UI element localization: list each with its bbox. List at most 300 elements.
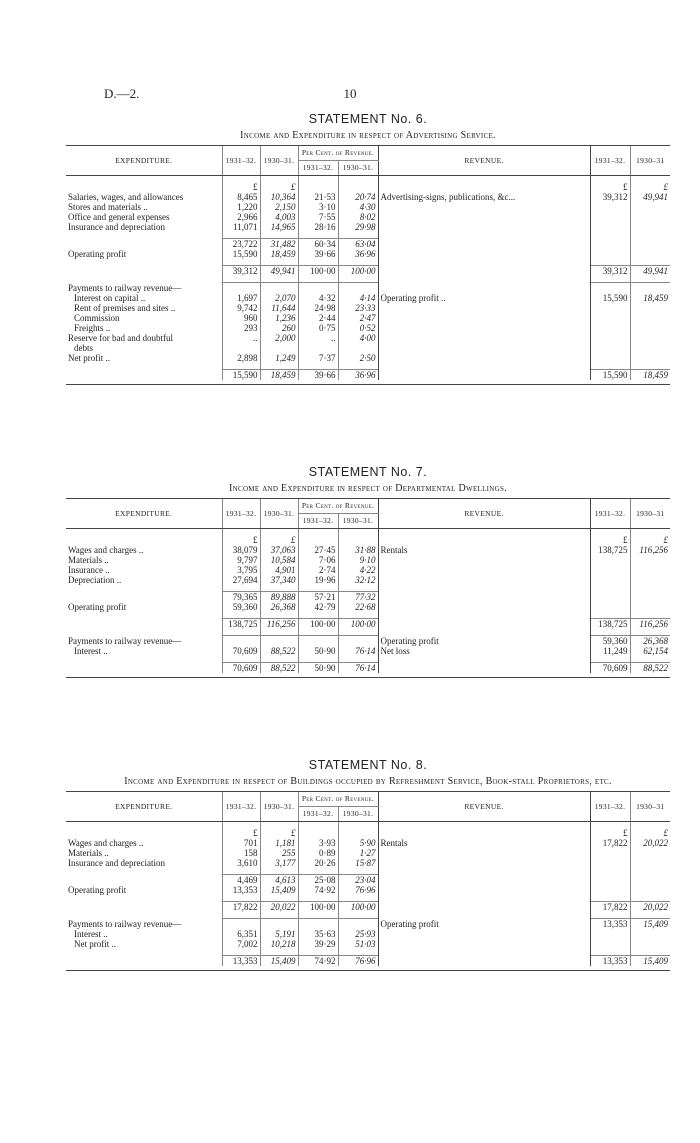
expenditure-label: Payments to railway revenue— bbox=[68, 918, 182, 929]
revenue-1930 bbox=[630, 353, 670, 363]
percent-1930: 32·12 bbox=[338, 575, 378, 585]
percent-1930-header: 1930–31. bbox=[338, 161, 378, 176]
value-1930: 37,340 bbox=[260, 575, 298, 585]
revenue-1931 bbox=[590, 875, 630, 886]
value-1931: 138,725 bbox=[222, 619, 260, 630]
expenditure-label: Materials .. bbox=[68, 555, 109, 565]
year-1930-header: 1930–31. bbox=[260, 792, 298, 822]
table-row bbox=[66, 902, 670, 913]
percent-1930: 100·00 bbox=[338, 266, 378, 277]
revenue-1931: £ bbox=[623, 535, 628, 545]
revenue-1930 bbox=[630, 592, 670, 603]
percent-1931: 39·66 bbox=[298, 369, 338, 380]
revenue-label: Advertising-signs, publications, &c... bbox=[378, 192, 590, 202]
expenditure-label: Rent of premises and sites .. bbox=[74, 302, 176, 313]
table-row bbox=[66, 283, 670, 293]
revenue-1931 bbox=[590, 555, 630, 565]
percent-1931: 7·37 bbox=[298, 353, 338, 363]
revenue-label bbox=[378, 828, 590, 838]
revenue-label bbox=[378, 249, 590, 259]
page-number: 10 bbox=[343, 86, 357, 101]
percent-1931: 28·16 bbox=[298, 222, 338, 232]
year-1931-header: 1931–32. bbox=[222, 499, 260, 529]
percent-1930-header: 1930–31. bbox=[338, 514, 378, 529]
value-1930: 18,459 bbox=[260, 249, 298, 259]
value-1931: 59,360 bbox=[222, 602, 260, 612]
revenue-1930 bbox=[630, 858, 670, 868]
revenue-label bbox=[378, 283, 590, 293]
table-row bbox=[66, 212, 670, 222]
revenue-1931: £ bbox=[623, 182, 628, 192]
value-1931: 293 bbox=[222, 323, 260, 333]
revenue-1931 bbox=[590, 929, 630, 939]
percent-1930 bbox=[338, 828, 378, 838]
percent-1931: 24·98 bbox=[298, 303, 338, 313]
value-1930: 31,482 bbox=[260, 239, 298, 250]
percent-1930: 23·04 bbox=[338, 875, 378, 886]
statement-7 bbox=[66, 465, 670, 678]
value-1930: 10,364 bbox=[260, 192, 298, 202]
percent-1931: 100·00 bbox=[298, 619, 338, 630]
value-1931: 15,590 bbox=[222, 369, 260, 380]
table-row bbox=[66, 828, 670, 838]
percent-1930: 63·04 bbox=[338, 239, 378, 250]
value-1930: 2,150 bbox=[260, 202, 298, 212]
value-1930: 26,368 bbox=[260, 602, 298, 612]
expenditure-label: Interest .. bbox=[74, 929, 108, 939]
percent-revenue-header: Per Cent. of Revenue. bbox=[298, 499, 378, 514]
percent-revenue-header: Per Cent. of Revenue. bbox=[298, 792, 378, 807]
table-row bbox=[66, 266, 670, 277]
table-row bbox=[66, 249, 670, 259]
value-1930: 1,236 bbox=[260, 313, 298, 323]
value-1931: 17,822 bbox=[222, 902, 260, 913]
percent-1930: 8·02 bbox=[338, 212, 378, 222]
percent-1931 bbox=[298, 182, 338, 192]
revenue-year-1931-header: 1931–32. bbox=[590, 499, 630, 529]
percent-1931: 2·44 bbox=[298, 313, 338, 323]
value-1930: 1,249 bbox=[260, 353, 298, 363]
expenditure-label: Wages and charges .. bbox=[68, 838, 144, 848]
revenue-1930 bbox=[630, 565, 670, 575]
expenditure-label: Payments to railway revenue— bbox=[68, 635, 182, 646]
value-1931: £ bbox=[222, 828, 260, 838]
value-1931 bbox=[222, 919, 260, 930]
table-row bbox=[66, 313, 670, 323]
percent-1931: 20·26 bbox=[298, 858, 338, 868]
value-1931: 79,365 bbox=[222, 592, 260, 603]
year-1931-header: 1931–32. bbox=[222, 792, 260, 822]
revenue-1930: 26,368 bbox=[630, 636, 670, 647]
value-1930 bbox=[260, 636, 298, 647]
revenue-label bbox=[378, 212, 590, 222]
value-1931: 3,610 bbox=[222, 858, 260, 868]
revenue-1930: 20,022 bbox=[630, 838, 670, 848]
value-1930: 18,459 bbox=[260, 369, 298, 380]
expenditure-header: EXPENDITURE. bbox=[66, 499, 222, 529]
value-1930: 89,888 bbox=[260, 592, 298, 603]
document-reference: D.—2. bbox=[104, 86, 140, 101]
expenditure-label: Insurance .. bbox=[68, 565, 110, 575]
value-1931: 1,220 bbox=[222, 202, 260, 212]
percent-1931-header: 1931–32. bbox=[298, 807, 338, 822]
revenue-1930 bbox=[630, 222, 670, 232]
revenue-1931: 17,822 bbox=[602, 838, 628, 848]
revenue-1931 bbox=[590, 575, 630, 585]
revenue-1930 bbox=[630, 929, 670, 939]
revenue-1931 bbox=[590, 313, 630, 323]
revenue-label bbox=[378, 202, 590, 212]
revenue-1931 bbox=[590, 592, 630, 603]
revenue-year-1931-header: 1931–32. bbox=[590, 146, 630, 176]
revenue-1930 bbox=[630, 875, 670, 886]
percent-1931: 39·66 bbox=[298, 249, 338, 259]
percent-1931 bbox=[298, 636, 338, 647]
revenue-label bbox=[378, 902, 590, 913]
percent-1930: 76·96 bbox=[338, 885, 378, 895]
percent-1931: 3·10 bbox=[298, 202, 338, 212]
table-row bbox=[66, 929, 670, 939]
value-1930: £ bbox=[260, 182, 298, 192]
expenditure-label: Interest .. bbox=[74, 646, 108, 656]
value-1931: 960 bbox=[222, 313, 260, 323]
value-1931: 13,353 bbox=[222, 956, 260, 967]
expenditure-header: EXPENDITURE. bbox=[66, 146, 222, 176]
value-1930: 15,409 bbox=[260, 956, 298, 967]
value-1931: 2,966 bbox=[222, 212, 260, 222]
revenue-label bbox=[378, 333, 590, 343]
table-row bbox=[66, 343, 670, 353]
expenditure-label: Office and general expenses bbox=[68, 212, 170, 222]
table-row bbox=[66, 303, 670, 313]
revenue-1931: 59,360 bbox=[590, 636, 630, 647]
table-row bbox=[66, 619, 670, 630]
value-1930: 4,613 bbox=[260, 875, 298, 886]
revenue-1930 bbox=[630, 283, 670, 293]
table-row bbox=[66, 592, 670, 603]
revenue-1931: 15,590 bbox=[602, 292, 628, 303]
table-row bbox=[66, 323, 670, 333]
statement-8 bbox=[66, 758, 670, 971]
revenue-label bbox=[378, 369, 590, 380]
expenditure-label: Freights .. bbox=[74, 322, 111, 333]
percent-1931: 42·79 bbox=[298, 602, 338, 612]
revenue-label: Rentals bbox=[378, 545, 590, 555]
revenue-1930 bbox=[630, 202, 670, 212]
revenue-label bbox=[378, 323, 590, 333]
revenue-1930: 49,941 bbox=[630, 192, 670, 202]
table-row bbox=[66, 919, 670, 930]
expenditure-label bbox=[66, 902, 222, 913]
revenue-header: REVENUE. bbox=[378, 499, 590, 529]
revenue-year-1930-header: 1930–31 bbox=[630, 146, 670, 176]
expenditure-label: Payments to railway revenue— bbox=[68, 282, 182, 293]
table-row bbox=[66, 182, 670, 192]
value-1931: 13,353 bbox=[222, 885, 260, 895]
revenue-1931: 13,353 bbox=[590, 919, 630, 930]
statement-title: STATEMENT No. 6. bbox=[308, 112, 428, 126]
revenue-label bbox=[378, 619, 590, 630]
revenue-label bbox=[378, 858, 590, 868]
expenditure-label: debts bbox=[74, 342, 93, 353]
percent-1931: 50·90 bbox=[298, 646, 338, 656]
expenditure-label: Insurance and depreciation bbox=[68, 858, 165, 868]
percent-1930: 36·96 bbox=[338, 369, 378, 380]
revenue-label bbox=[378, 592, 590, 603]
value-1930: 255 bbox=[260, 848, 298, 858]
table-row bbox=[66, 333, 670, 343]
percent-1930: 9·10 bbox=[338, 555, 378, 565]
percent-1931: 0·89 bbox=[298, 848, 338, 858]
revenue-label bbox=[378, 848, 590, 858]
percent-1931: 100·00 bbox=[298, 266, 338, 277]
revenue-1930: 49,941 bbox=[630, 266, 670, 277]
percent-revenue-header: Per Cent. of Revenue. bbox=[298, 146, 378, 161]
revenue-1930 bbox=[630, 885, 670, 895]
revenue-label bbox=[378, 939, 590, 949]
statement-subtitle: Income and Expenditure in respect of Departmental Dwellings. bbox=[228, 483, 508, 494]
table-row bbox=[66, 353, 670, 363]
percent-1931: 60·34 bbox=[298, 239, 338, 250]
percent-1930: 4·22 bbox=[338, 565, 378, 575]
percent-1930: 4·00 bbox=[338, 333, 378, 343]
percent-1930: 22·68 bbox=[338, 602, 378, 612]
percent-1930 bbox=[338, 182, 378, 192]
value-1930: 260 bbox=[260, 323, 298, 333]
percent-1930: 23·33 bbox=[338, 303, 378, 313]
expenditure-label: Operating profit bbox=[68, 602, 127, 612]
revenue-1930 bbox=[630, 212, 670, 222]
revenue-1930: £ bbox=[630, 535, 670, 545]
revenue-label bbox=[378, 313, 590, 323]
revenue-1931 bbox=[590, 212, 630, 222]
value-1930: 88,522 bbox=[260, 646, 298, 656]
revenue-1931 bbox=[590, 343, 630, 353]
revenue-label bbox=[378, 885, 590, 895]
revenue-1930: £ bbox=[630, 828, 670, 838]
table-row bbox=[66, 239, 670, 250]
expenditure-label: Depreciation .. bbox=[68, 575, 122, 585]
percent-1931: 39·29 bbox=[298, 939, 338, 949]
table-row bbox=[66, 858, 670, 868]
year-1931-header: 1931–32. bbox=[222, 146, 260, 176]
percent-1931: 7·06 bbox=[298, 555, 338, 565]
revenue-label bbox=[378, 182, 590, 192]
table-row bbox=[66, 838, 670, 848]
statement-table bbox=[66, 145, 670, 385]
revenue-1931 bbox=[590, 565, 630, 575]
value-1930: 14,965 bbox=[260, 222, 298, 232]
expenditure-label: Salaries, wages, and allowances bbox=[68, 192, 184, 202]
revenue-1931: 11,249 bbox=[603, 646, 628, 656]
percent-1930: 77·32 bbox=[338, 592, 378, 603]
revenue-1930 bbox=[630, 575, 670, 585]
value-1930: 37,063 bbox=[260, 545, 298, 555]
value-1930: 88,522 bbox=[260, 663, 298, 674]
value-1930: £ bbox=[260, 535, 298, 545]
expenditure-label: Operating profit bbox=[68, 249, 127, 259]
value-1931: 2,898 bbox=[222, 353, 260, 363]
value-1931: 8,465 bbox=[222, 192, 260, 202]
expenditure-label: Interest on capital .. bbox=[74, 292, 146, 303]
revenue-1931: £ bbox=[623, 828, 628, 838]
revenue-1930 bbox=[630, 313, 670, 323]
revenue-1930: 15,409 bbox=[630, 956, 670, 967]
table-row bbox=[66, 369, 670, 380]
table-row bbox=[66, 875, 670, 886]
expenditure-label bbox=[66, 239, 222, 250]
percent-1931: 21·53 bbox=[298, 192, 338, 202]
statement-title: STATEMENT No. 7. bbox=[308, 465, 428, 479]
statement-table bbox=[66, 498, 670, 678]
revenue-label: Net loss bbox=[378, 646, 590, 656]
revenue-1931 bbox=[590, 202, 630, 212]
value-1930: 4,901 bbox=[260, 565, 298, 575]
revenue-label bbox=[378, 663, 590, 674]
revenue-year-1930-header: 1930–31 bbox=[630, 792, 670, 822]
revenue-1931 bbox=[590, 222, 630, 232]
percent-1931: 2·74 bbox=[298, 565, 338, 575]
revenue-1931: 39,312 bbox=[602, 192, 628, 202]
revenue-label bbox=[378, 602, 590, 612]
table-row bbox=[66, 602, 670, 612]
revenue-year-1930-header: 1930–31 bbox=[630, 499, 670, 529]
value-1931: 4,469 bbox=[222, 875, 260, 886]
value-1931: 701 bbox=[222, 838, 260, 848]
table-row bbox=[66, 192, 670, 202]
value-1931: 27,694 bbox=[222, 575, 260, 585]
percent-1930: 1·27 bbox=[338, 848, 378, 858]
percent-1930: 15·87 bbox=[338, 858, 378, 868]
percent-1931 bbox=[298, 283, 338, 293]
percent-1930 bbox=[338, 636, 378, 647]
percent-1930: 76·14 bbox=[338, 646, 378, 656]
percent-1930: 100·00 bbox=[338, 619, 378, 630]
revenue-1930: 20,022 bbox=[630, 902, 670, 913]
revenue-label bbox=[378, 353, 590, 363]
value-1931: 7,002 bbox=[222, 939, 260, 949]
value-1930: 10,584 bbox=[260, 555, 298, 565]
expenditure-label: Wages and charges .. bbox=[68, 545, 144, 555]
expenditure-label bbox=[66, 663, 222, 674]
value-1931: 23,722 bbox=[222, 239, 260, 250]
revenue-label bbox=[378, 303, 590, 313]
percent-1930: 76·14 bbox=[338, 663, 378, 674]
percent-1931: 57·21 bbox=[298, 592, 338, 603]
value-1931: 6,351 bbox=[222, 929, 260, 939]
expenditure-header: EXPENDITURE. bbox=[66, 792, 222, 822]
revenue-label bbox=[378, 266, 590, 277]
revenue-1930: £ bbox=[630, 182, 670, 192]
percent-1931: 7·55 bbox=[298, 212, 338, 222]
revenue-label bbox=[378, 956, 590, 967]
revenue-1930: 18,459 bbox=[630, 369, 670, 380]
revenue-1930 bbox=[630, 323, 670, 333]
value-1931: 38,079 bbox=[222, 545, 260, 555]
value-1931: 15,590 bbox=[222, 249, 260, 259]
percent-1931: 4·32 bbox=[298, 293, 338, 303]
table-row bbox=[66, 636, 670, 647]
table-row bbox=[66, 646, 670, 656]
revenue-1931 bbox=[590, 602, 630, 612]
value-1931: 158 bbox=[222, 848, 260, 858]
expenditure-label: Net profit .. bbox=[68, 352, 110, 363]
percent-1930: 100·00 bbox=[338, 902, 378, 913]
statement-subtitle: Income and Expenditure in respect of Advertising Service. bbox=[240, 130, 496, 141]
statement-6 bbox=[66, 112, 670, 385]
percent-1930: 2·47 bbox=[338, 313, 378, 323]
revenue-1931 bbox=[590, 848, 630, 858]
revenue-label bbox=[378, 555, 590, 565]
value-1930: 1,181 bbox=[260, 838, 298, 848]
value-1930: 15,409 bbox=[260, 885, 298, 895]
value-1930: 11,644 bbox=[260, 303, 298, 313]
revenue-header: REVENUE. bbox=[378, 792, 590, 822]
value-1931: 11,071 bbox=[222, 222, 260, 232]
table-row bbox=[66, 555, 670, 565]
percent-1930: 0·52 bbox=[338, 323, 378, 333]
table-row bbox=[66, 222, 670, 232]
table-row bbox=[66, 202, 670, 212]
expenditure-label: Insurance and depreciation bbox=[68, 222, 165, 232]
revenue-1931 bbox=[590, 858, 630, 868]
revenue-1930 bbox=[630, 239, 670, 250]
revenue-1931 bbox=[590, 323, 630, 333]
value-1930 bbox=[260, 343, 298, 353]
percent-1931: 19·96 bbox=[298, 575, 338, 585]
revenue-1931: 39,312 bbox=[590, 266, 630, 277]
table-row bbox=[66, 565, 670, 575]
value-1931: 1,697 bbox=[222, 293, 260, 303]
value-1930: 4,003 bbox=[260, 212, 298, 222]
revenue-1931 bbox=[590, 239, 630, 250]
table-row bbox=[66, 956, 670, 967]
revenue-label bbox=[378, 929, 590, 939]
value-1931: 70,609 bbox=[222, 663, 260, 674]
value-1931 bbox=[222, 636, 260, 647]
value-1931 bbox=[222, 343, 260, 353]
percent-1930-header: 1930–31. bbox=[338, 807, 378, 822]
percent-1931: .. bbox=[298, 333, 338, 343]
revenue-label bbox=[378, 535, 590, 545]
revenue-label bbox=[378, 239, 590, 250]
table-row bbox=[66, 663, 670, 674]
revenue-1930 bbox=[630, 343, 670, 353]
value-1930: 2,070 bbox=[260, 293, 298, 303]
percent-1931: 25·08 bbox=[298, 875, 338, 886]
table-row bbox=[66, 885, 670, 895]
table-row bbox=[66, 575, 670, 585]
statement-title: STATEMENT No. 8. bbox=[308, 758, 428, 772]
percent-1931: 0·75 bbox=[298, 323, 338, 333]
value-1930: £ bbox=[260, 828, 298, 838]
percent-1931 bbox=[298, 919, 338, 930]
percent-1930: 25·93 bbox=[338, 929, 378, 939]
revenue-1931 bbox=[590, 333, 630, 343]
value-1931: 70,609 bbox=[222, 646, 260, 656]
revenue-1931: 138,725 bbox=[590, 619, 630, 630]
statement-table bbox=[66, 791, 670, 971]
expenditure-label bbox=[66, 535, 222, 545]
percent-1931: 50·90 bbox=[298, 663, 338, 674]
value-1930 bbox=[260, 919, 298, 930]
percent-1930: 20·74 bbox=[338, 192, 378, 202]
expenditure-label bbox=[66, 592, 222, 603]
revenue-1931: 15,590 bbox=[590, 369, 630, 380]
percent-1930 bbox=[338, 343, 378, 353]
expenditure-label: Commission bbox=[74, 312, 120, 323]
value-1930: 49,941 bbox=[260, 266, 298, 277]
